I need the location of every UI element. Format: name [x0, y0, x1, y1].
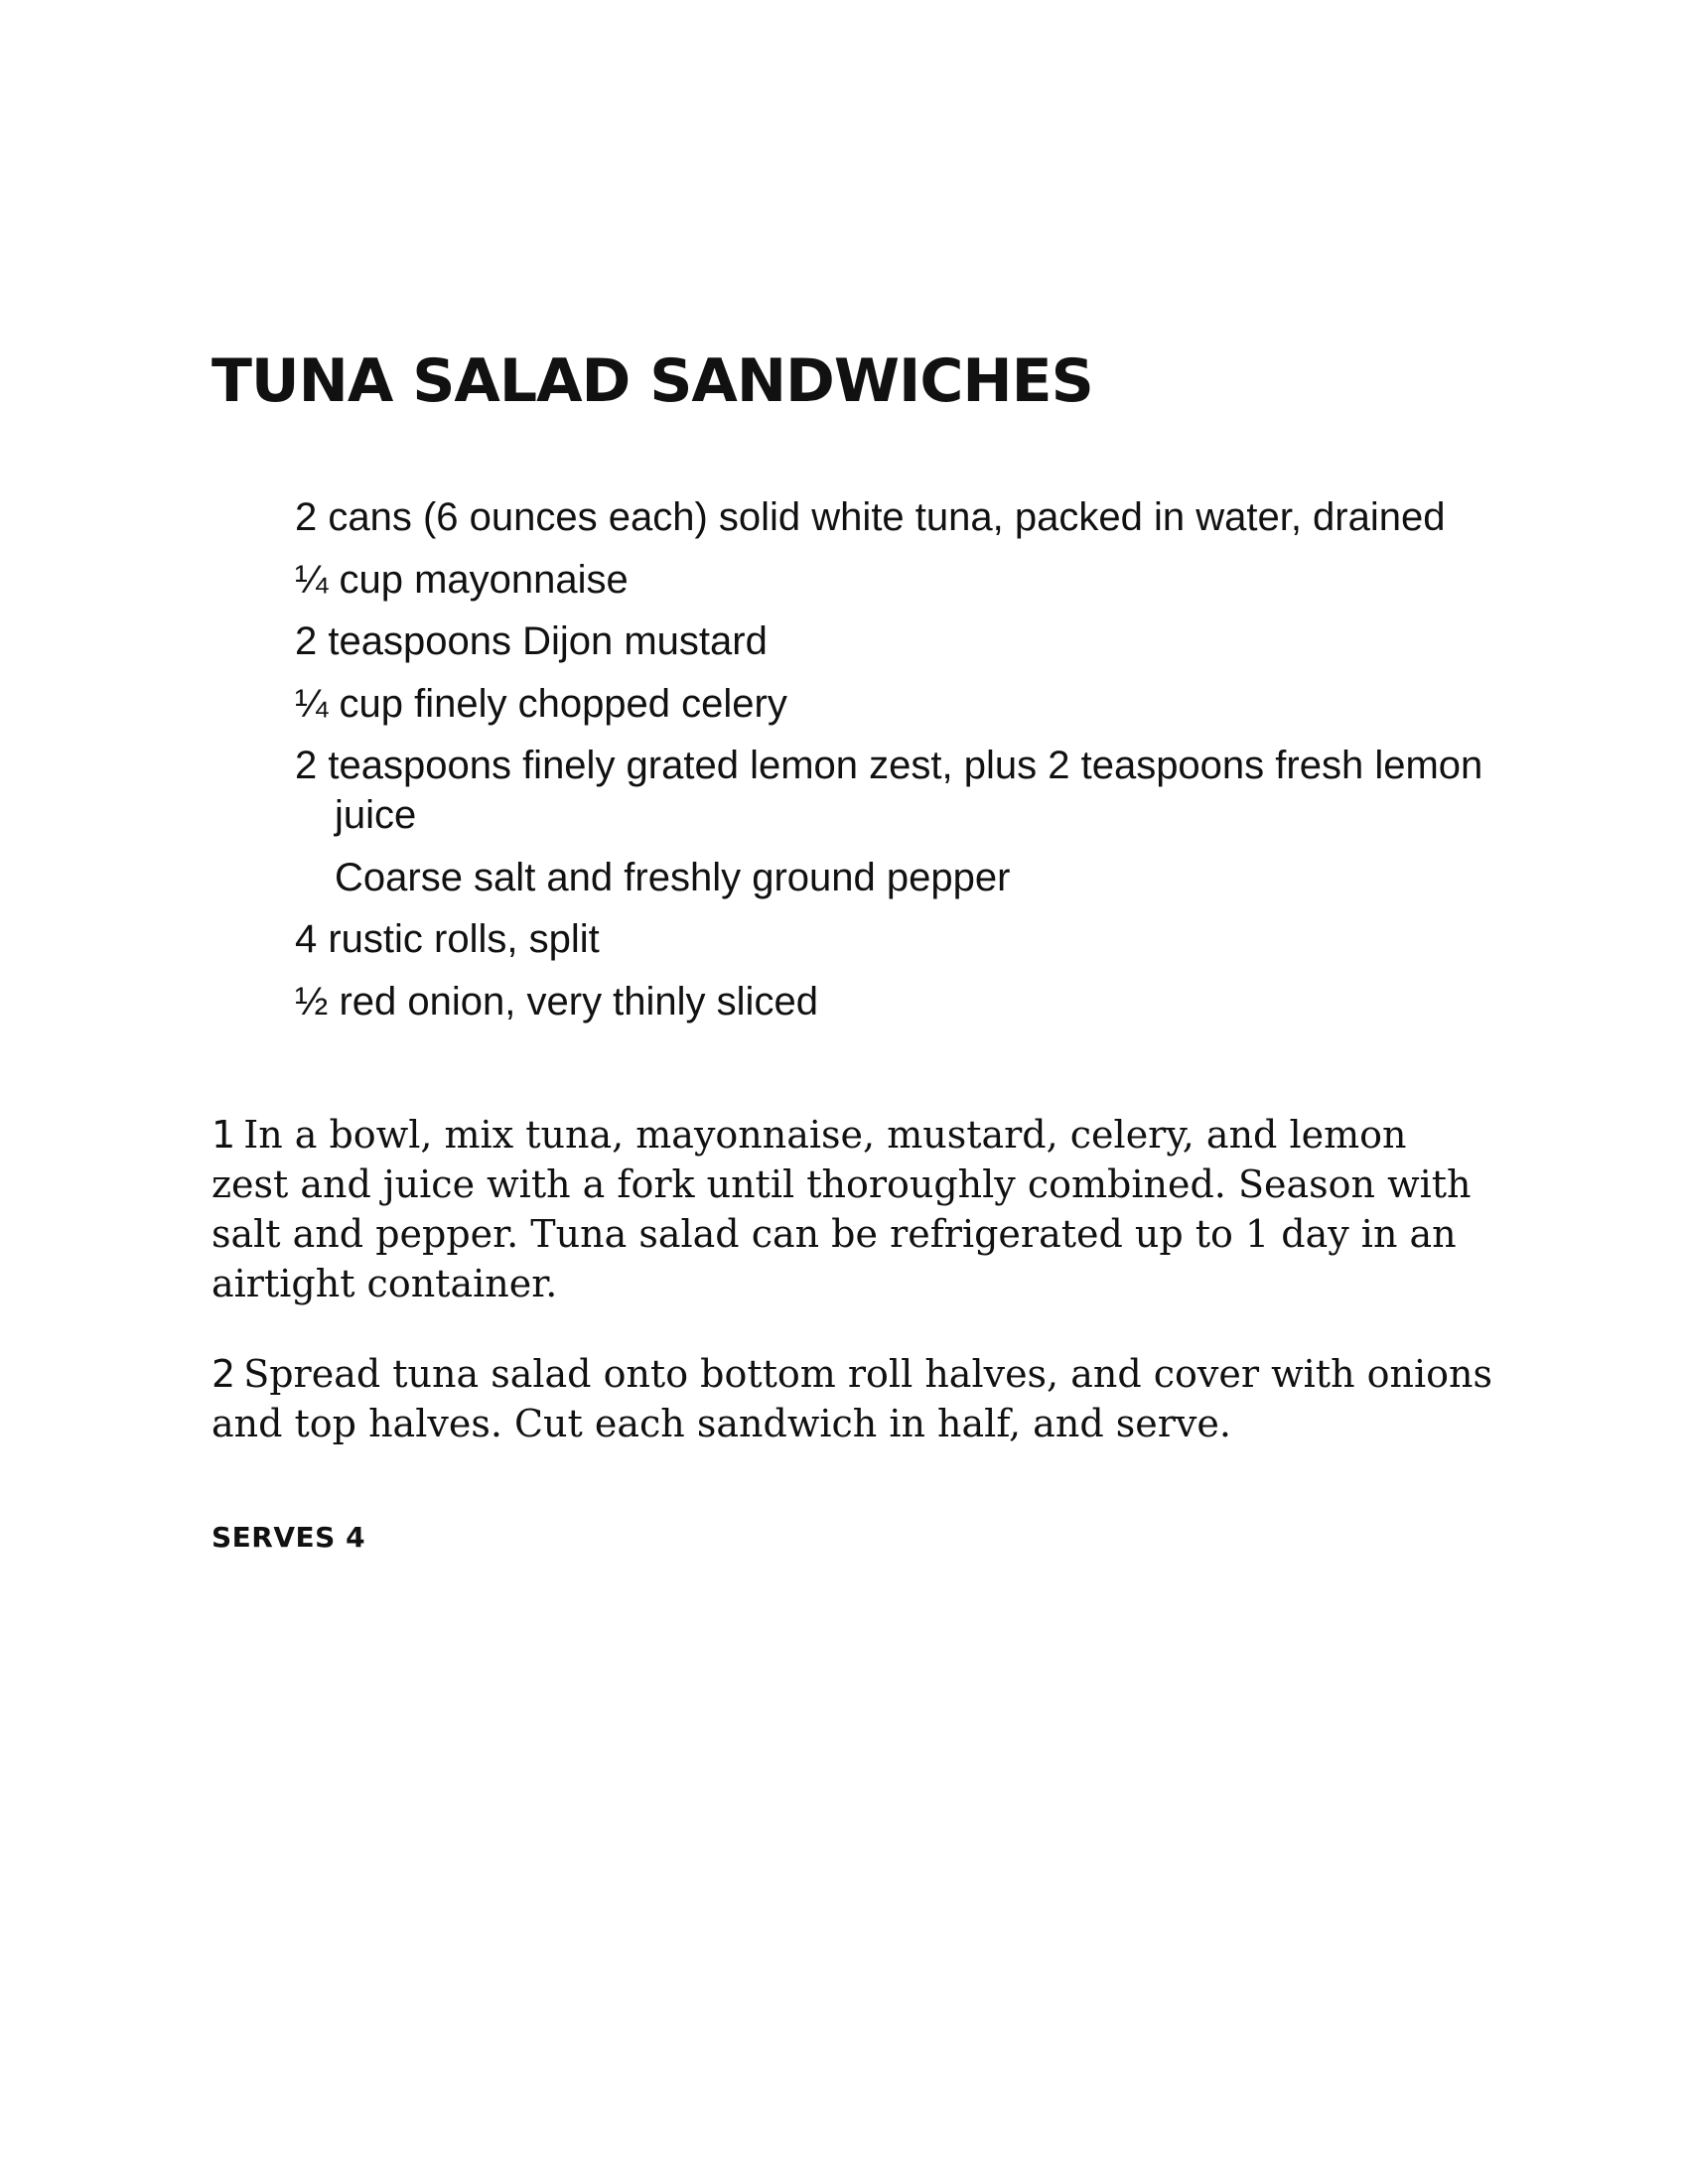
ingredient-item: 4 rustic rolls, split [295, 917, 600, 961]
recipe-yield: SERVES 4 [211, 1521, 366, 1554]
step-text: Spread tuna salad onto bottom roll halves, and cover with onions and top halves. Cut each sandwich in half, and serve. [211, 1352, 1492, 1445]
recipe-title: TUNA SALAD SANDWICHES [211, 346, 1093, 416]
step-number: 1 [211, 1113, 236, 1157]
ingredient-item: ¼ cup mayonnaise [295, 557, 629, 602]
ingredient-list [295, 492, 1496, 1038]
ingredient-item: Coarse salt and freshly ground pepper [335, 855, 1011, 899]
step-number: 2 [211, 1352, 236, 1396]
ingredient-item: ¼ cup finely chopped celery [295, 681, 787, 726]
method-step [211, 1110, 1492, 1308]
ingredient-item: 2 teaspoons finely grated lemon zest, plus 2 teaspoons fresh lemon juice [295, 744, 1483, 837]
ingredient-item: 2 teaspoons Dijon mustard [295, 619, 768, 663]
method-steps [211, 1110, 1492, 1489]
step-text: In a bowl, mix tuna, mayonnaise, mustard, celery, and lemon zest and juice with a fork until thoroughly combined. Season with salt and pepper. Tuna salad can be refrigerated up to 1 day in an airtight container. [211, 1113, 1472, 1305]
recipe-page [211, 345, 1502, 1554]
method-step [211, 1349, 1492, 1448]
ingredient-item: ½ red onion, very thinly sliced [295, 979, 818, 1024]
ingredient-item: 2 cans (6 ounces each) solid white tuna, packed in water, drained [295, 495, 1446, 539]
